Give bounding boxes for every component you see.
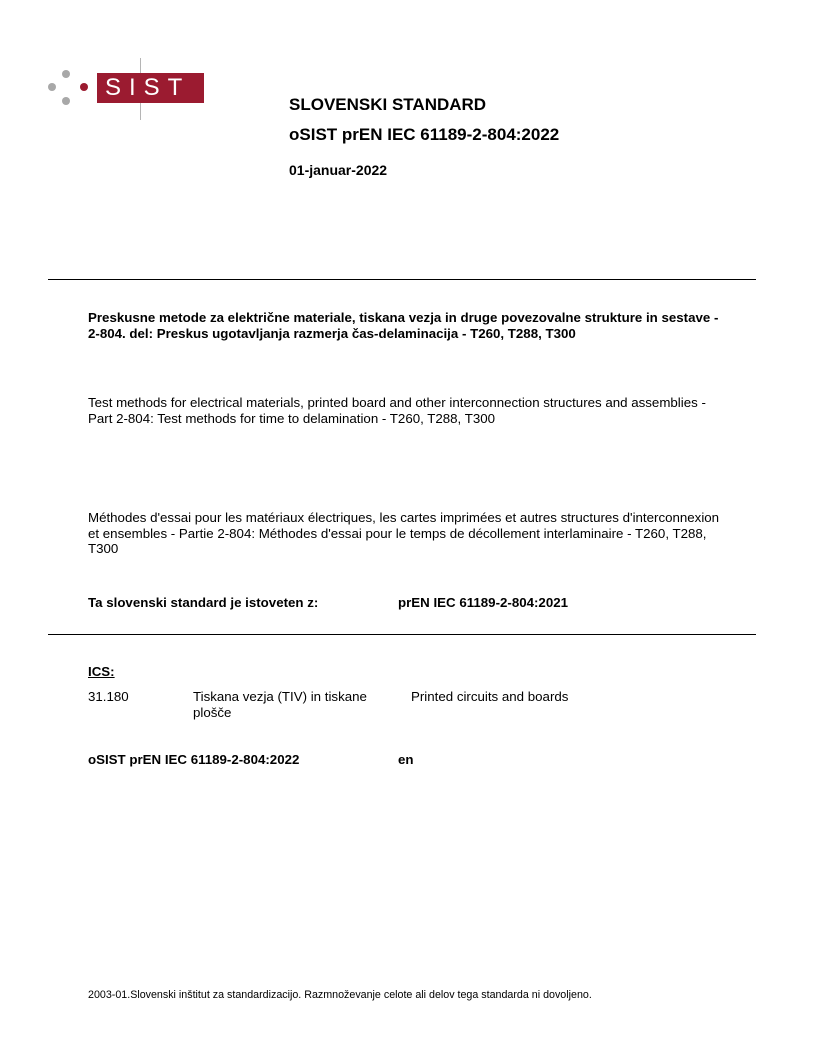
- logo-dot: [62, 70, 70, 78]
- logo-dot: [48, 83, 56, 91]
- sist-logo: [44, 58, 214, 120]
- ics-description-english: Printed circuits and boards: [411, 689, 569, 704]
- title-english: Test methods for electrical materials, printed board and other interconnection structures and assemblies - Part 2-804: Test methods for time to delamination - T260, T288, T300: [88, 395, 706, 426]
- standard-heading: SLOVENSKI STANDARD: [289, 95, 487, 114]
- document-language: en: [398, 752, 414, 767]
- divider-top: [48, 279, 756, 280]
- document-id: oSIST prEN IEC 61189-2-804:2022: [88, 752, 300, 767]
- standard-number: oSIST prEN IEC 61189-2-804:2022: [289, 125, 560, 144]
- identical-label: Ta slovenski standard je istoveten z:: [88, 595, 319, 610]
- logo-dot: [62, 97, 70, 105]
- logo-dot: [80, 83, 88, 91]
- ics-description-slovenian: Tiskana vezja (TIV) in tiskane plošče: [193, 689, 367, 720]
- title-french: Méthodes d'essai pour les matériaux électriques, les cartes imprimées et autres structures d'interconnexion et ensembles - Partie 2-804: Méthodes d'essai pour le temps de décollement interlaminaire - T260, T288, T300: [88, 510, 720, 556]
- copyright-footer: 2003-01.Slovenski inštitut za standardizacijo. Razmnoževanje celote ali delov tega standarda ni dovoljeno.: [88, 989, 592, 1001]
- logo-wordmark: SIST: [97, 73, 204, 103]
- ics-label: ICS:: [88, 664, 115, 679]
- divider-bottom: [48, 634, 756, 635]
- ics-code: 31.180: [88, 689, 129, 704]
- standard-date: 01-januar-2022: [289, 162, 388, 178]
- identical-value: prEN IEC 61189-2-804:2021: [398, 595, 569, 610]
- title-slovenian: Preskusne metode za električne materiale, tiskana vezja in druge povezovalne strukture in sestave - 2-804. del: Preskus ugotavljanja razmerja čas-delaminacija - T260, T288, T300: [88, 310, 719, 341]
